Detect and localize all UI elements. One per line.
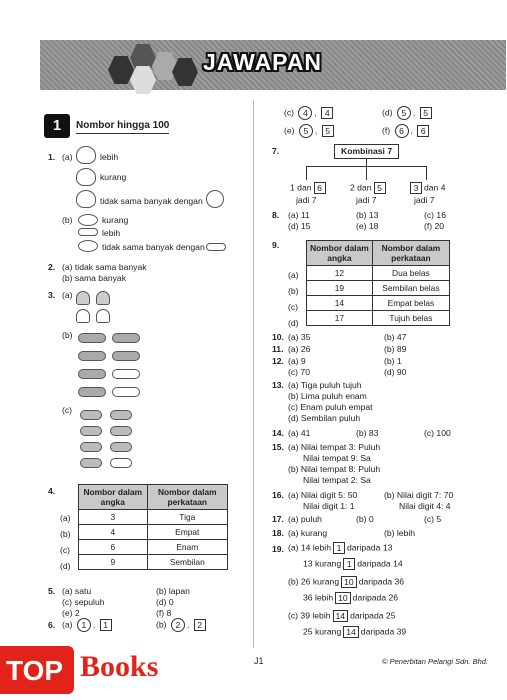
answer-row: (b) 2 , 2 xyxy=(156,618,208,632)
answer-text: (a) 35 xyxy=(288,332,311,342)
key-icon xyxy=(112,351,140,361)
answer-text: (a) Nilai tempat 3: Puluh xyxy=(288,442,381,452)
question-number: 14. xyxy=(272,428,284,438)
question-number: 15. xyxy=(272,442,284,452)
boxed-answer: 5 xyxy=(420,107,432,119)
tree-line xyxy=(366,158,367,166)
answer-text: (d) Sembilan puluh xyxy=(288,413,361,423)
answer-text: (b) 0 xyxy=(356,514,374,524)
table-cell: 12 xyxy=(307,266,373,281)
key-icon xyxy=(78,369,106,379)
boxed-answer: 5 xyxy=(322,125,334,137)
answer-text: (d) 90 xyxy=(384,367,407,377)
q9-table xyxy=(306,240,450,326)
answer-text: (a) kurang xyxy=(288,528,328,538)
answer-text: (f) 8 xyxy=(156,608,172,618)
question-number: 12. xyxy=(272,356,284,366)
table-cell: Tiga xyxy=(147,510,227,525)
answer-text: (b) Nilai digit 7: 70 xyxy=(384,490,454,500)
part-label: (e) xyxy=(284,125,295,136)
boxed-answer: 14 xyxy=(343,626,359,638)
answer-text: (b) 1 xyxy=(384,356,402,366)
answer-text: Nilai digit 1: 1 xyxy=(303,501,355,511)
cupcake-icon xyxy=(76,291,90,305)
table-cell: 3 xyxy=(79,510,148,525)
answer-text: (f) 20 xyxy=(424,221,445,231)
answer-text: (a) puluh xyxy=(288,514,322,524)
row-label: (b) xyxy=(288,286,299,296)
answer-text: kurang xyxy=(100,172,127,182)
circled-answer: 4 xyxy=(298,106,312,120)
table-header: Nombor dalam angka xyxy=(307,241,373,266)
answer-text: Nilai tempat 2: Sa xyxy=(303,475,371,485)
candy-icon xyxy=(110,426,132,436)
candy-icon xyxy=(80,426,102,436)
question-number: 16. xyxy=(272,490,284,500)
circled-answer: 2 xyxy=(171,618,185,632)
part-label: (b) xyxy=(156,619,167,630)
table-cell: 6 xyxy=(79,540,148,555)
key-icon xyxy=(112,333,140,343)
answer-row: (c) 4 , 4 xyxy=(284,106,335,120)
tree-line xyxy=(366,166,367,180)
boxed-answer: 6 xyxy=(314,182,326,194)
page-title: JAWAPAN xyxy=(203,49,323,75)
answer-text: (a) satu xyxy=(62,586,92,596)
question-number: 2. xyxy=(48,262,56,272)
table-cell: Tujuh belas xyxy=(372,311,449,326)
question-number: 8. xyxy=(272,210,280,220)
tree-line xyxy=(306,166,307,180)
page-number: J1 xyxy=(254,656,264,666)
answer-text: (b) 89 xyxy=(384,344,407,354)
answer-text: (a) Nilai digit 5: 50 xyxy=(288,490,358,500)
question-number: 18. xyxy=(272,528,284,538)
candy-icon xyxy=(110,410,132,420)
table-cell: Dua belas xyxy=(372,266,449,281)
answer-text: (c) 70 xyxy=(288,367,310,377)
table-cell: Sembilan belas xyxy=(372,281,449,296)
answer-text: Nilai digit 4: 4 xyxy=(399,501,451,511)
part-label: (b) xyxy=(62,215,73,225)
unit-title: Nombor hingga 100 xyxy=(76,120,169,134)
answer-row: (a) 14 lebih 1 daripada 13 xyxy=(288,542,393,553)
cupcake-icon xyxy=(96,309,110,323)
answer-text: (b) lapan xyxy=(156,586,190,596)
question-number: 3. xyxy=(48,290,56,300)
answer-row: (d) 5 , 5 xyxy=(382,106,434,120)
tree-title: Kombinasi 7 xyxy=(334,144,399,159)
answer-row: (b) 26 kurang 10 daripada 36 xyxy=(288,576,405,587)
boxed-answer: 1 xyxy=(333,542,345,554)
table-cell: Enam xyxy=(147,540,227,555)
row-label: (c) xyxy=(288,302,299,312)
combination-sub: jadi 7 xyxy=(296,195,317,205)
question-number: 7. xyxy=(272,146,280,156)
answer-text: (b) 83 xyxy=(356,428,379,438)
answer-text: (a) Tiga puluh tujuh xyxy=(288,380,362,390)
part-label: (f) xyxy=(382,125,391,136)
part-label: (a) xyxy=(62,152,73,162)
answer-text: (e) 18 xyxy=(356,221,379,231)
combination-sub: jadi 7 xyxy=(356,195,377,205)
fish-icon xyxy=(78,240,98,252)
cupcake-icon xyxy=(76,309,90,323)
table-header: Nombor dalam angka xyxy=(79,485,148,510)
rooster-icon xyxy=(76,146,96,164)
circled-answer: 1 xyxy=(77,618,91,632)
question-number: 10. xyxy=(272,332,284,342)
answer-row: (e) 5 , 5 xyxy=(284,124,336,138)
circled-answer: 5 xyxy=(397,106,411,120)
boxed-answer: 10 xyxy=(335,592,351,604)
answer-text: (a) 11 xyxy=(288,210,310,220)
part-label: (d) xyxy=(382,107,393,118)
circled-answer: 6 xyxy=(395,124,409,138)
part-label: (b) xyxy=(62,330,73,340)
boxed-answer: 10 xyxy=(341,576,357,588)
table-cell: 19 xyxy=(307,281,373,296)
row-label: (a) xyxy=(288,270,299,280)
boxed-answer: 6 xyxy=(417,125,429,137)
part-label: (a) xyxy=(62,619,73,630)
combination-sub: jadi 7 xyxy=(414,195,435,205)
answer-text: (b) lebih xyxy=(384,528,416,538)
table-header: Nombor dalam perkataan xyxy=(372,241,449,266)
candy-icon xyxy=(110,458,132,468)
answer-text: (c) Enam puluh empat xyxy=(288,402,373,412)
boxed-answer: 5 xyxy=(374,182,386,194)
answer-text: lebih xyxy=(100,152,119,162)
combination: 3 dan 4 xyxy=(408,182,446,194)
answer-text: tidak sama banyak dengan xyxy=(100,196,203,206)
question-number: 4. xyxy=(48,486,56,496)
answer-text: (d) 0 xyxy=(156,597,174,607)
table-header: Nombor dalam perkataan xyxy=(147,485,227,510)
answer-row: (c) 39 lebih 14 daripada 25 xyxy=(288,610,396,621)
key-icon xyxy=(78,351,106,361)
answer-row: (f) 6 , 6 xyxy=(382,124,431,138)
question-number: 5. xyxy=(48,586,56,596)
boxed-answer: 14 xyxy=(333,610,349,622)
boxed-answer: 2 xyxy=(194,619,206,631)
answer-text: lebih xyxy=(102,228,121,238)
answer-row: 13 kurang 1 daripada 14 xyxy=(303,558,403,569)
table-cell: 4 xyxy=(79,525,148,540)
answer-text: (e) 2 xyxy=(62,608,80,618)
duck-icon xyxy=(206,190,224,208)
answer-text: (c) 5 xyxy=(424,514,442,524)
question-number: 17. xyxy=(272,514,284,524)
logo xyxy=(0,640,180,700)
answer-text: kurang xyxy=(102,215,129,225)
key-icon xyxy=(112,369,140,379)
table-cell: 14 xyxy=(307,296,373,311)
table-cell: Sembilan xyxy=(147,555,227,570)
answer-text: (c) sepuluh xyxy=(62,597,105,607)
question-number: 9. xyxy=(272,240,280,250)
question-number: 19. xyxy=(272,544,284,554)
row-label: (a) xyxy=(60,513,71,523)
table-cell: Empat belas xyxy=(372,296,449,311)
row-label: (c) xyxy=(60,545,71,555)
candy-icon xyxy=(80,442,102,452)
sunglasses-icon xyxy=(206,243,226,251)
part-label: (c) xyxy=(284,107,295,118)
cupcake-icon xyxy=(96,291,110,305)
column-divider xyxy=(253,100,254,648)
sunglasses-icon xyxy=(78,228,98,236)
question-number: 6. xyxy=(48,620,56,630)
question-number: 13. xyxy=(272,380,284,390)
logo-books-text: Books xyxy=(80,650,159,683)
answer-text: (a) 9 xyxy=(288,356,306,366)
row-label: (d) xyxy=(60,561,71,571)
circled-answer: 5 xyxy=(299,124,313,138)
rooster-icon xyxy=(76,190,96,208)
answer-text: (b) 13 xyxy=(356,210,379,220)
row-label: (b) xyxy=(60,529,71,539)
answer-row: 36 lebih 10 daripada 26 xyxy=(303,592,399,603)
copyright: © Penerbitan Pelangi Sdn. Bhd. xyxy=(382,657,489,666)
answer-text: (a) 26 xyxy=(288,344,311,354)
row-label: (d) xyxy=(288,318,299,328)
part-label: (a) xyxy=(62,290,73,300)
key-icon xyxy=(78,387,106,397)
answer-text: (b) 47 xyxy=(384,332,407,342)
logo-top-text: TOP xyxy=(6,655,64,686)
answer-text: (b) Nilai tempat 8: Puluh xyxy=(288,464,381,474)
table-cell: 17 xyxy=(307,311,373,326)
boxed-answer: 1 xyxy=(100,619,112,631)
part-label: (c) xyxy=(62,405,73,415)
q4-table xyxy=(78,484,228,570)
boxed-answer: 4 xyxy=(321,107,333,119)
combination: 2 dan 5 xyxy=(350,182,388,194)
boxed-answer: 1 xyxy=(343,558,355,570)
answer-text: (d) 15 xyxy=(288,221,311,231)
key-icon xyxy=(78,333,106,343)
combination: 1 dan 6 xyxy=(290,182,328,194)
boxed-answer: 3 xyxy=(410,182,422,194)
answer-text: (b) sama banyak xyxy=(62,273,127,283)
answer-text: (b) Lima puluh enam xyxy=(288,391,367,401)
question-number: 1. xyxy=(48,152,56,162)
candy-icon xyxy=(80,410,102,420)
table-cell: 9 xyxy=(79,555,148,570)
table-cell: Empat xyxy=(147,525,227,540)
answer-row: 25 kurang 14 daripada 39 xyxy=(303,626,407,637)
answer-text: (c) 16 xyxy=(424,210,446,220)
rooster-icon xyxy=(76,168,96,186)
tree-line xyxy=(426,166,427,180)
fish-icon xyxy=(78,214,98,226)
answer-text: tidak sama banyak dengan xyxy=(102,242,205,252)
answer-text: Nilai tempat 9: Sa xyxy=(303,453,371,463)
answer-text: (a) tidak sama banyak xyxy=(62,262,147,272)
answer-text: (c) 100 xyxy=(424,428,451,438)
candy-icon xyxy=(80,458,102,468)
answer-row: (a) 1 , 1 xyxy=(62,618,114,632)
question-number: 11. xyxy=(272,344,284,354)
unit-badge: 1 xyxy=(44,114,70,138)
key-icon xyxy=(112,387,140,397)
candy-icon xyxy=(110,442,132,452)
answer-text: (a) 41 xyxy=(288,428,311,438)
